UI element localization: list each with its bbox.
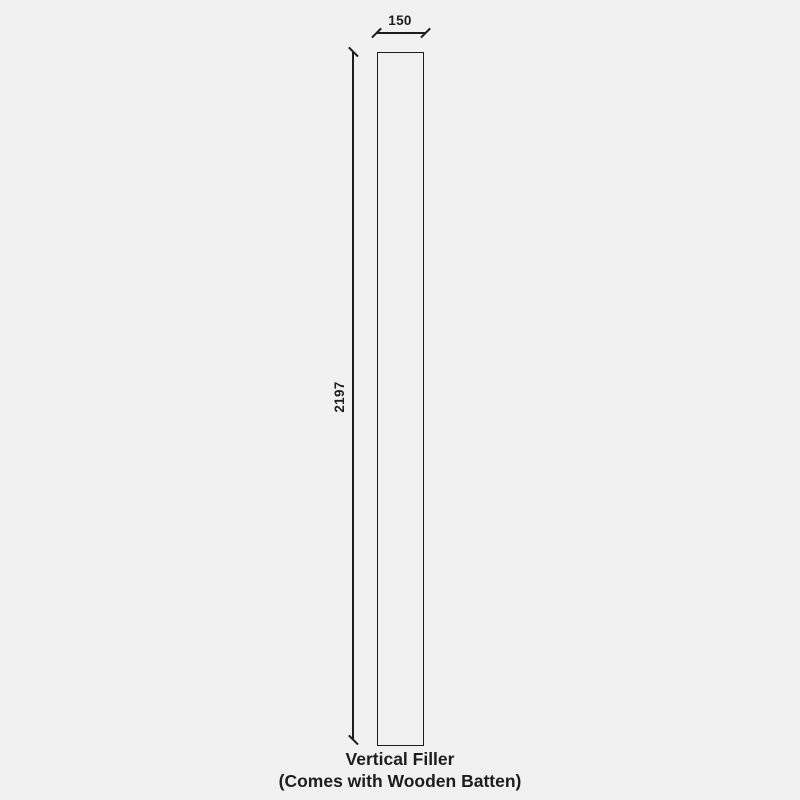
caption-subtitle: (Comes with Wooden Batten) — [278, 770, 522, 791]
width-dimension-line — [376, 32, 425, 33]
height-dimension-line — [352, 52, 353, 740]
height-dimension-label: 2197 — [331, 380, 347, 413]
vertical-filler-outline — [377, 52, 424, 746]
width-dimension-label: 150 — [388, 12, 412, 28]
caption — [0, 749, 800, 792]
caption-title: Vertical Filler — [345, 749, 455, 769]
